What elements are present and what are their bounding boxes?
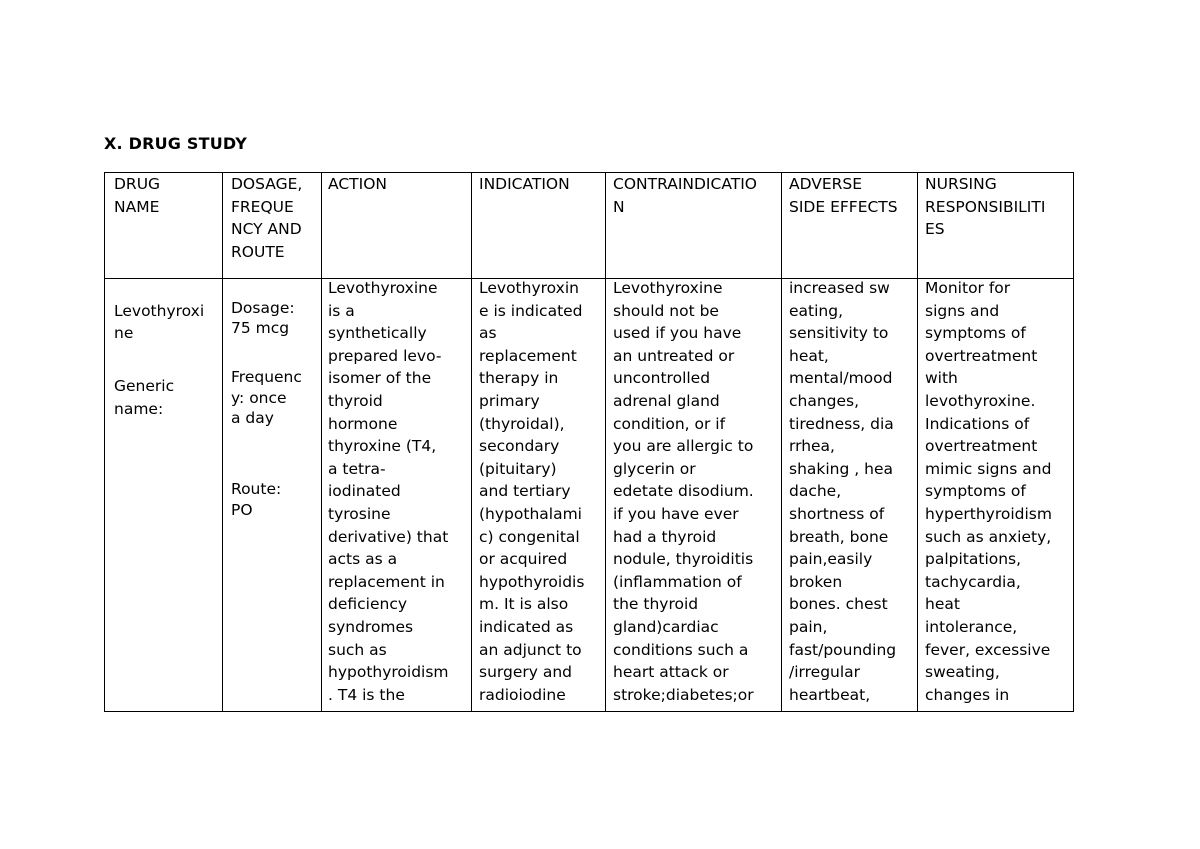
header-action: ACTION [328, 175, 387, 193]
column-divider [917, 173, 918, 711]
drug-study-table [104, 172, 1074, 712]
cell-drug-name [114, 277, 218, 707]
cell-dosage [231, 277, 317, 707]
column-divider [222, 173, 223, 711]
column-divider [321, 173, 322, 711]
cell-contraindication: Levothyroxine should not be used if you have an untreated or uncontrolled adrenal gland condition, or if you are allergic to glycerin or edetate disodium. if you have ever had a thyroid nodule, thyroiditis (inflammation of the thyroid gland)cardiac conditions such a heart attack or stroke;diabetes;or [613, 279, 754, 704]
generic-name-label: Generic name: [114, 377, 175, 418]
cell-adverse-effects: increased sw eating, sensitivity to heat, mental/mood changes, tiredness, dia rrhea, shaking , hea dache, shortness of breath, bone pain,easily broken bones. chest pain, fast/pounding /irregular heartbeat, [789, 279, 897, 704]
column-divider [471, 173, 472, 711]
cell-action: Levothyroxine is a synthetically prepared levo- isomer of the thyroid hormone thyroxine (T4, a tetra- iodinated tyrosine derivative) that acts as a replacement in deficiency syndromes such as hypothyroidism . T4 is the [328, 279, 449, 704]
header-adverse-effects: ADVERSE SIDE EFFECTS [789, 175, 898, 216]
header-contraindication: CONTRAINDICATIO N [613, 175, 757, 216]
header-drug-name: DRUG NAME [114, 175, 161, 216]
header-nursing: NURSING RESPONSIBILITI ES [925, 175, 1046, 239]
cell-nursing: Monitor for signs and symptoms of overtreatment with levothyroxine. Indications of overtreatment mimic signs and symptoms of hyperthyroidism such as anxiety, palpitations, tachycardia, heat intolerance, fever, excessive sweating, changes in [925, 279, 1052, 704]
cell-indication: Levothyroxin e is indicated as replacement therapy in primary (thyroidal), secondary (pituitary) and tertiary (hypothalami c) congenital or acquired hypothyroidis m. It is also indicated as an adjunct to surgery and radioiodine [479, 279, 585, 704]
dosage-value: Dosage: 75 mcg [231, 298, 295, 337]
page-title: X. DRUG STUDY [104, 134, 248, 153]
column-divider [605, 173, 606, 711]
drug-name: Levothyroxi ne [114, 301, 205, 343]
header-indication: INDICATION [479, 175, 570, 193]
header-dosage: DOSAGE, FREQUE NCY AND ROUTE [231, 175, 303, 261]
frequency-value: Frequenc y: once a day [231, 368, 302, 427]
route-value: Route: PO [231, 480, 282, 519]
column-divider [781, 173, 782, 711]
